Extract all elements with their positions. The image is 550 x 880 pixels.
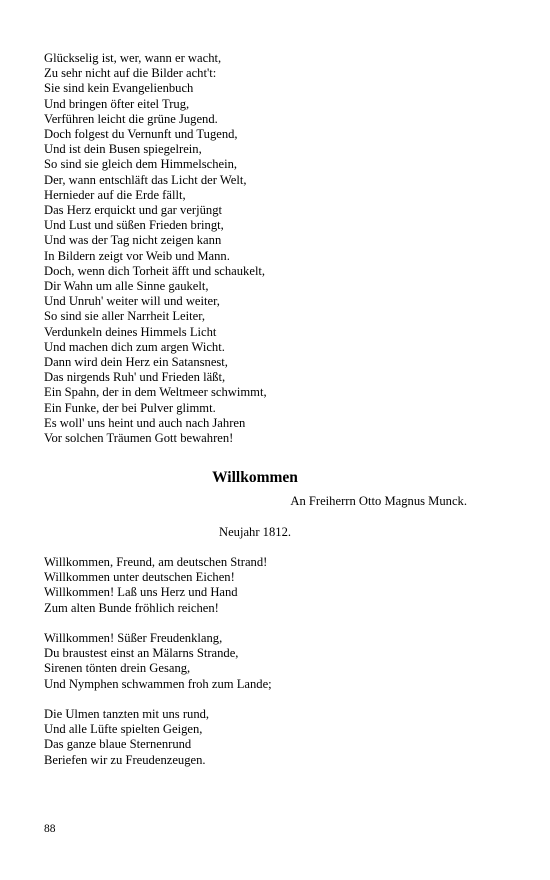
poem-line: Das Herz erquickt und gar verjüngt bbox=[44, 203, 222, 218]
poem-stanza-1 bbox=[44, 555, 267, 616]
poem-stanza-2 bbox=[44, 631, 272, 692]
poem-line: Willkommen! Laß uns Herz und Hand bbox=[44, 585, 238, 600]
poem-line: Verdunkeln deines Himmels Licht bbox=[44, 324, 217, 339]
poem-title: Willkommen bbox=[212, 469, 298, 486]
poem-line: Beriefen wir zu Freudenzeugen. bbox=[44, 752, 206, 767]
poem-line: Zu sehr nicht auf die Bilder acht't: bbox=[44, 66, 217, 81]
poem-dedication: An Freiherrn Otto Magnus Munck. bbox=[290, 494, 467, 508]
poem-line: In Bildern zeigt vor Weib und Mann. bbox=[44, 248, 230, 263]
poem-line: Die Ulmen tanzten mit uns rund, bbox=[44, 707, 210, 721]
poem-line: So sind sie gleich dem Himmelschein, bbox=[44, 157, 238, 172]
poem-line: Und ist dein Busen spiegelrein, bbox=[44, 142, 202, 157]
poem-line: Vor solchen Träumen Gott bewahren! bbox=[44, 431, 234, 446]
poem-line: Hernieder auf die Erde fällt, bbox=[44, 187, 186, 202]
poem-stanza-3 bbox=[44, 707, 209, 768]
poem-line: Und machen dich zum argen Wicht. bbox=[44, 339, 225, 354]
poem-line: Das nirgends Ruh' und Frieden läßt, bbox=[44, 370, 226, 385]
poem-line: Der, wann entschläft das Licht der Welt, bbox=[44, 172, 247, 187]
poem-line: Und bringen öfter eitel Trug, bbox=[44, 96, 190, 111]
poem-date: Neujahr 1812. bbox=[218, 525, 292, 539]
poem-line: Doch, wenn dich Torheit äfft und schaukelt, bbox=[44, 263, 266, 278]
poem-line: So sind sie aller Narrheit Leiter, bbox=[44, 309, 206, 324]
page-number: 88 bbox=[44, 823, 56, 835]
poem-line: Du braustest einst an Mälarns Strande, bbox=[44, 646, 239, 661]
poem-line: Und Unruh' weiter will und weiter, bbox=[44, 294, 220, 309]
poem-line: Ein Funke, der bei Pulver glimmt. bbox=[44, 400, 216, 415]
poem-line: Sie sind kein Evangelienbuch bbox=[44, 81, 194, 96]
poem-line: Es woll' uns heint und auch nach Jahren bbox=[44, 415, 246, 430]
poem-line: Verführen leicht die grüne Jugend. bbox=[44, 111, 218, 126]
poem-continued-block bbox=[44, 51, 267, 446]
poem-line: Doch folgest du Vernunft und Tugend, bbox=[44, 127, 238, 142]
poem-line: Dann wird dein Herz ein Satansnest, bbox=[44, 355, 228, 370]
poem-line: Sirenen tönten drein Gesang, bbox=[44, 661, 191, 676]
poem-line: Glückselig ist, wer, wann er wacht, bbox=[44, 51, 222, 65]
poem-line: Und was der Tag nicht zeigen kann bbox=[44, 233, 222, 248]
poem-line: Willkommen, Freund, am deutschen Strand! bbox=[44, 555, 268, 569]
poem-line: Und Lust und süßen Frieden bringt, bbox=[44, 218, 224, 233]
poem-line: Das ganze blaue Sternenrund bbox=[44, 737, 192, 752]
poem-line: Willkommen unter deutschen Eichen! bbox=[44, 570, 235, 585]
poem-line: Und alle Lüfte spielten Geigen, bbox=[44, 722, 203, 737]
poem-line: Ein Spahn, der in dem Weltmeer schwimmt, bbox=[44, 385, 267, 400]
poem-line: Und Nymphen schwammen froh zum Lande; bbox=[44, 676, 272, 691]
poem-line: Willkommen! Süßer Freudenklang, bbox=[44, 631, 223, 645]
poem-line: Dir Wahn um alle Sinne gaukelt, bbox=[44, 279, 209, 294]
poem-line: Zum alten Bunde fröhlich reichen! bbox=[44, 600, 219, 615]
